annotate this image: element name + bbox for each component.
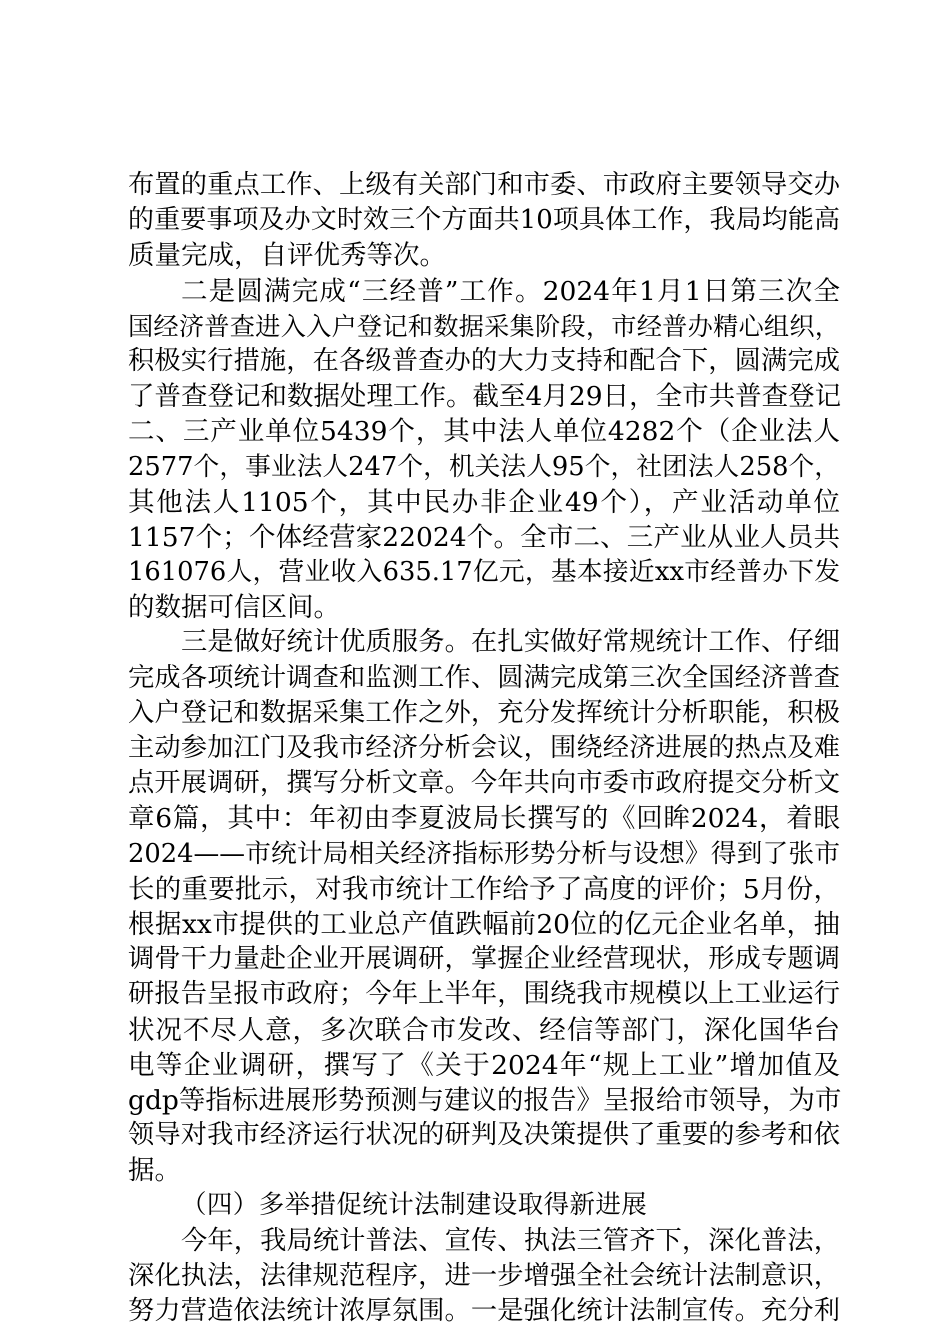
text-line: gdp等指标进展形势预测与建议的报告》呈报给市领导，为市 [128, 1084, 842, 1116]
text-line: 电等企业调研，撰写了《关于2024年“规上工业”增加值及 [128, 1049, 840, 1081]
text-line: 深化执法，法律规范程序，进一步增强全社会统计法制意识， [128, 1260, 840, 1291]
text-line: 了普查登记和数据处理工作。截至4月29日，全市共普查登记 [128, 381, 842, 413]
text-line: 三是做好统计优质服务。在扎实做好常规统计工作、仔细 [181, 627, 840, 658]
text-line: 研报告呈报市政府；今年上半年，围绕我市规模以上工业运行 [128, 979, 840, 1010]
document-body [128, 168, 840, 1329]
text-line: 主动参加江门及我市经济分析会议，围绕经济进展的热点及难 [128, 733, 840, 763]
text-line: 领导对我市经济运行状况的研判及决策提供了重要的参考和依 [128, 1120, 840, 1151]
text-line: 据。 [128, 1155, 181, 1187]
text-line: 积极实行措施，在各级普查办的大力支持和配合下，圆满完成 [128, 345, 840, 376]
text-line: 长的重要批示，对我市统计工作给予了高度的评价；5月份， [128, 873, 840, 905]
section-heading: （四）多举措促统计法制建设取得新进展 [181, 1190, 648, 1221]
text-line: 2577个，事业法人247个，机关法人95个，社团法人258个， [128, 451, 840, 482]
text-line: 根据xx市提供的工业总产值跌幅前20位的亿元企业名单，抽 [128, 908, 840, 940]
text-line: 质量完成，自评优秀等次。 [128, 240, 446, 272]
text-line: 布置的重点工作、上级有关部门和市委、市政府主要领导交办 [128, 170, 840, 200]
text-line: 调骨干力量赴企业开展调研，掌握企业经营现状，形成专题调 [128, 944, 840, 975]
text-line: 完成各项统计调查和监测工作、圆满完成第三次全国经济普查 [128, 662, 840, 693]
text-line: 二是圆满完成“三经普”工作。2024年1月1日第三次全 [181, 275, 840, 307]
text-line: 161076人，营业收入635.17亿元，基本接近xx市经普办下发 [128, 557, 840, 588]
text-line: 国经济普查进入入户登记和数据采集阶段，市经普办精心组织， [128, 311, 840, 341]
text-line: 1157个；个体经营家22024个。全市二、三产业从业人员共 [128, 521, 840, 553]
text-line: 其他法人1105个，其中民办非企业49个），产业活动单位 [128, 486, 840, 518]
text-line: 的重要事项及办文时效三个方面共10项具体工作，我局均能高 [128, 205, 840, 236]
text-line: 点开展调研，撰写分析文章。今年共向市委市政府提交分析文 [128, 768, 840, 799]
text-line: 状况不尽人意，多次联合市发改、经信等部门，深化国华台 [128, 1014, 840, 1046]
text-line: 二、三产业单位5439个，其中法人单位4282个（企业法人 [128, 416, 840, 448]
text-line: 入户登记和数据采集工作之外，充分发挥统计分析职能，积极 [128, 697, 840, 728]
text-line: 2024——市统计局相关经济指标形势分析与设想》得到了张市 [128, 838, 840, 869]
text-line: 章6篇，其中：年初由李夏波局长撰写的《回眸2024，着眼 [128, 803, 840, 835]
text-line: 的数据可信区间。 [128, 592, 340, 624]
text-line: 努力营造依法统计浓厚氛围。一是强化统计法制宣传。充分利 [128, 1296, 840, 1326]
text-line: 今年，我局统计普法、宣传、执法三管齐下，深化普法， [181, 1225, 840, 1256]
